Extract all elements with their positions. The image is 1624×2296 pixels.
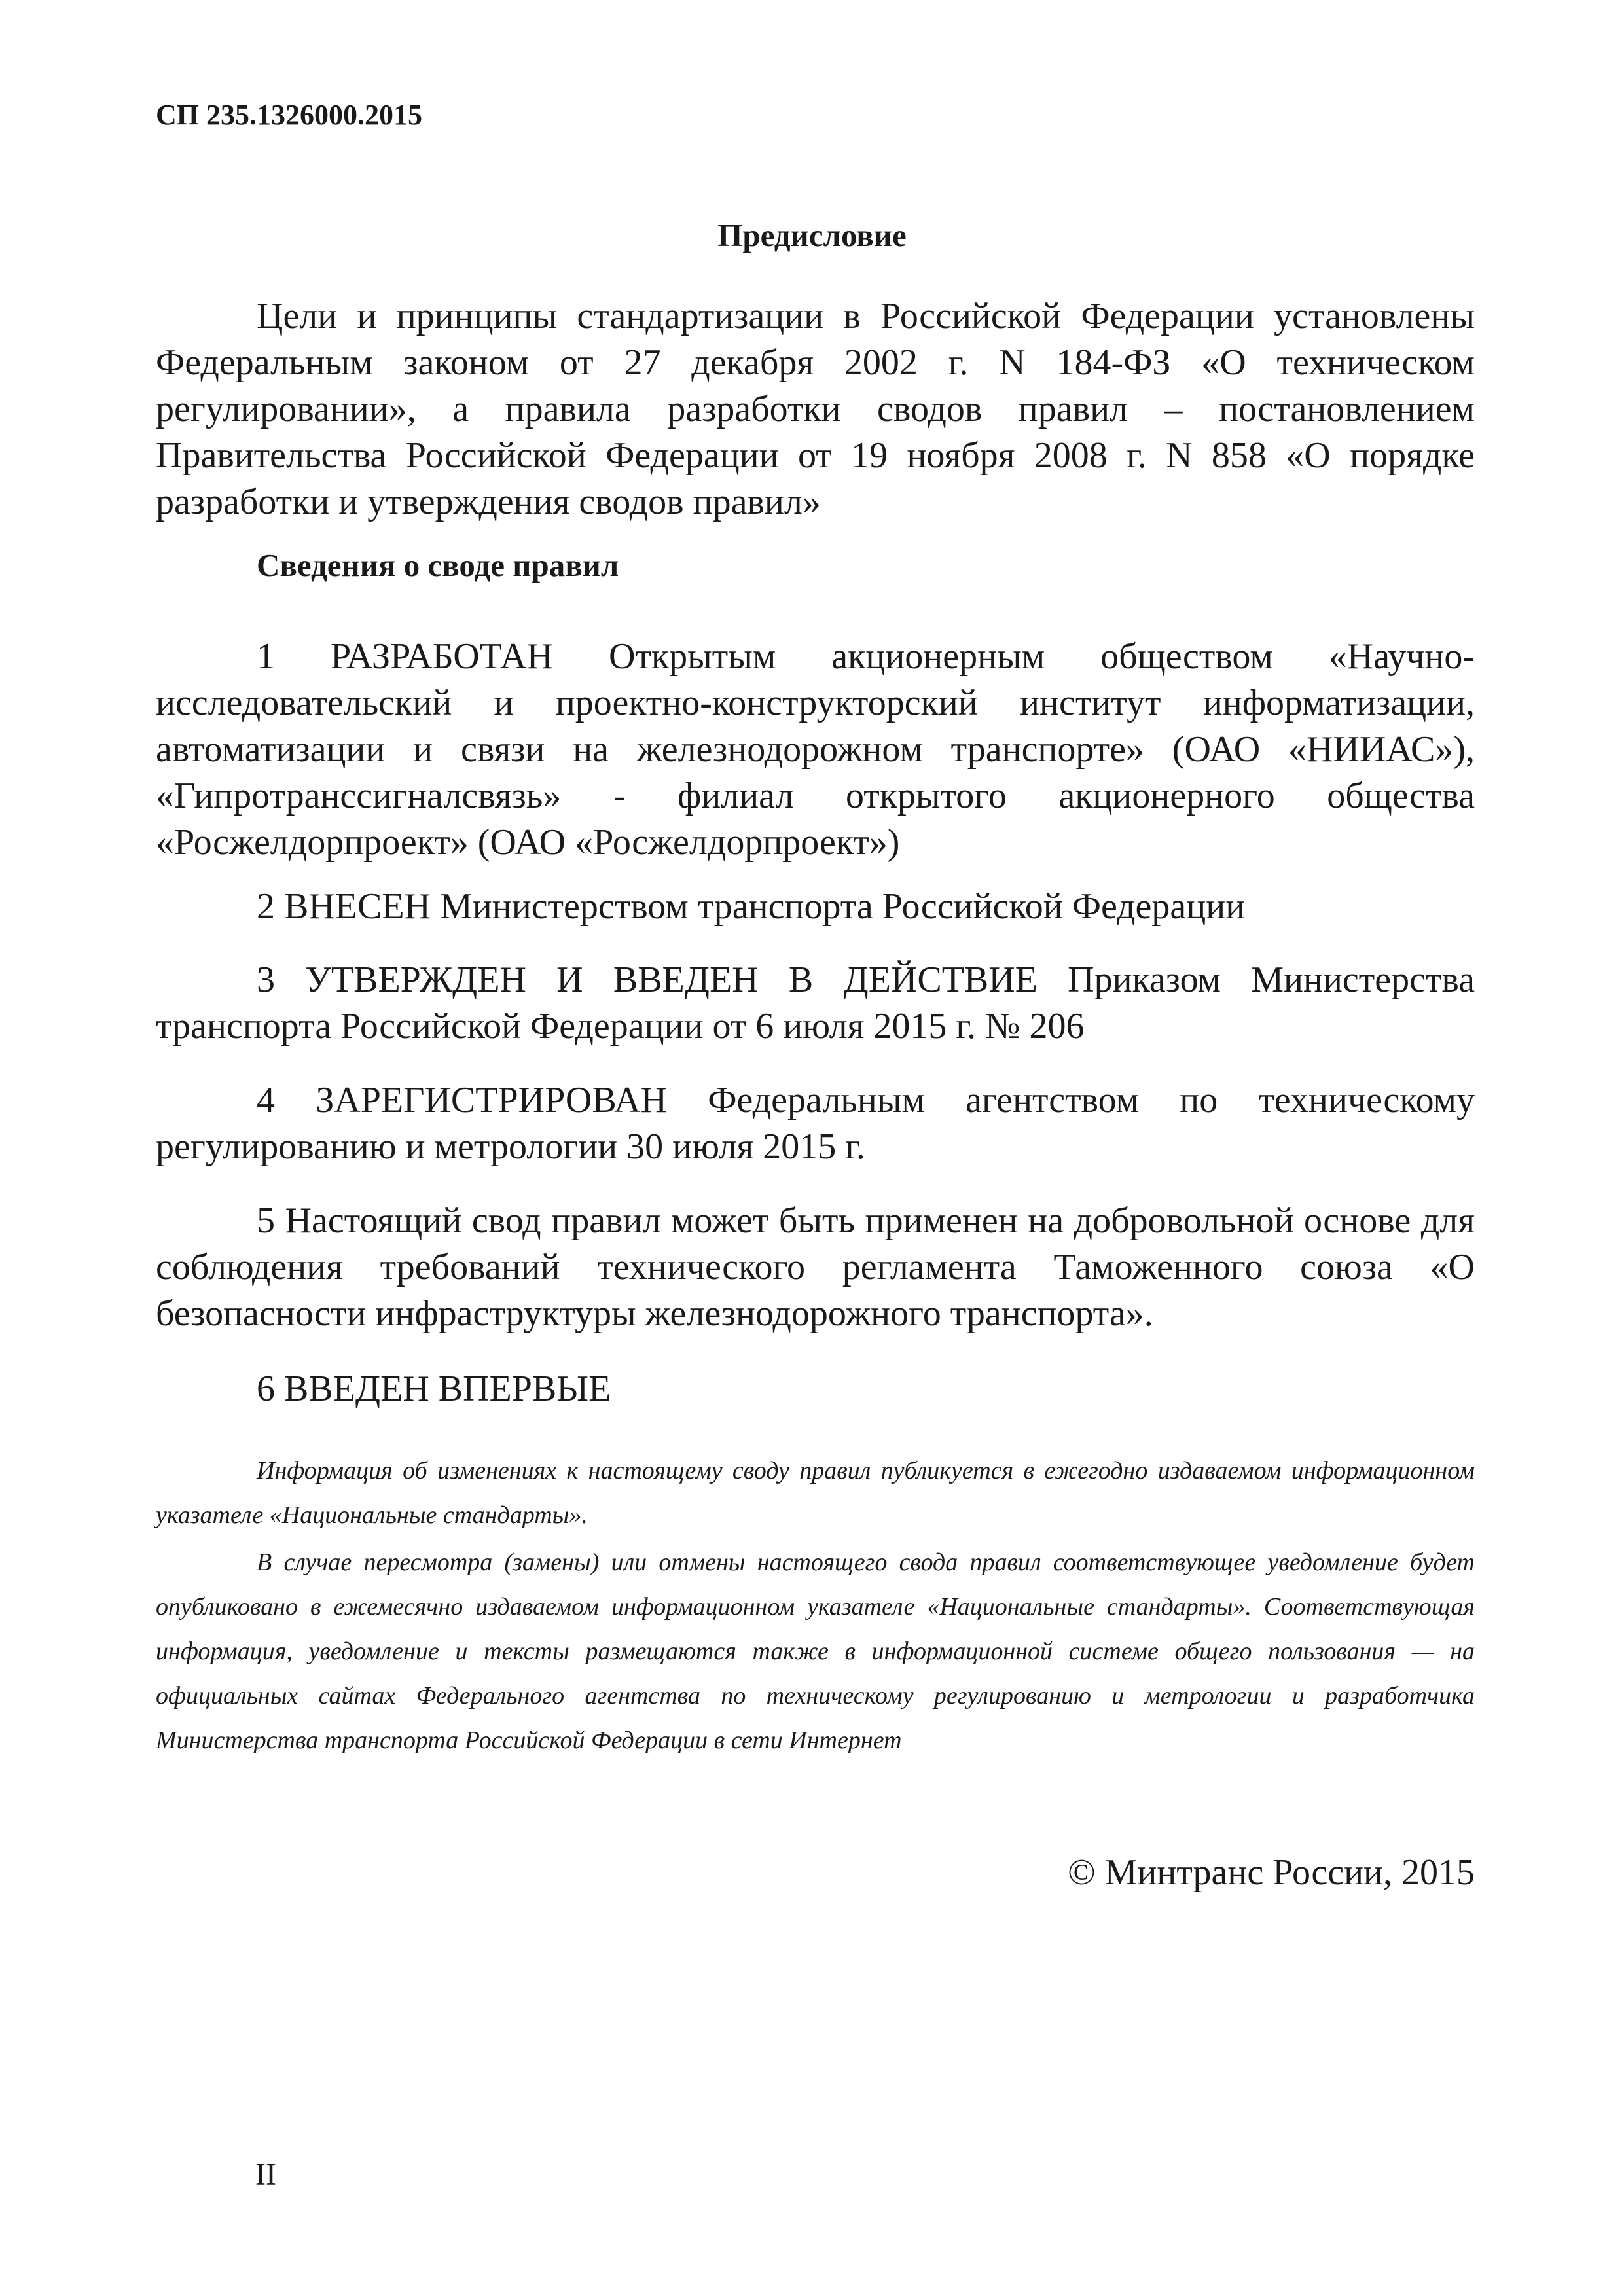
page-number: II <box>255 2157 276 2192</box>
document-code: СП 235.1326000.2015 <box>156 99 422 131</box>
info-item-3: 3 УТВЕРЖДЕН И ВВЕДЕН В ДЕЙСТВИЕ Приказом Министерства транспорта Российской Федерации от 6 июля 2015 г. № 206 <box>156 960 1475 1047</box>
info-item-1: 1 РАЗРАБОТАН Открытым акционерным обществом «Научно-исследовательский и проектно-конструкторский институт информатизации, автоматизации и связи на железнодорожном транспорте» (ОАО «НИИАС»), «Гипротранссигналсвязь» - филиал открытого акционерного общества «Росжелдорпроект» (ОАО «Росжелдорпроект») <box>156 636 1475 863</box>
info-heading: Сведения о своде правил <box>257 547 619 583</box>
info-item-5: 5 Настоящий свод правил может быть применен на добровольной основе для соблюдения требований технического регламента Таможенного союза «О безопасности инфраструктуры железнодорожного транспорта». <box>156 1200 1475 1334</box>
note-revision-info: В случае пересмотра (замены) или отмены настоящего свода правил соответствующее уведомление будет опубликовано в ежемесячно издаваемом информационном указателе «Национальные стандарты». Соответствующая информация, уведомление и тексты размещаются также в информационной системе общего пользования — на официальных сайтах Федерального агентства по техническому регулированию и метрологии и разработчика Министерства транспорта Российской Федерации в сети Интернет <box>156 1549 1475 1754</box>
info-item-4: 4 ЗАРЕГИСТРИРОВАН Федеральным агентством по техническому регулированию и метрологии 30 июля 2015 г. <box>156 1080 1475 1167</box>
info-item-2: 2 ВНЕСЕН Министерством транспорта Российской Федерации <box>257 886 1246 927</box>
info-item-6: 6 ВВЕДЕН ВПЕРВЫЕ <box>257 1369 611 1409</box>
copyright: © Минтранс России, 2015 <box>1068 1852 1475 1893</box>
foreword-intro-paragraph: Цели и принципы стандартизации в Российской Федерации установлены Федеральным законом от 27 декабря 2002 г. N 184-ФЗ «О техническом регулировании», а правила разработки сводов правил – постановлением Правительства Российской Федерации от 19 ноября 2008 г. N 858 «О порядке разработки и утверждения сводов правил» <box>156 296 1475 522</box>
foreword-title: Предисловие <box>717 217 907 253</box>
note-changes-info: Информация об изменениях к настоящему своду правил публикуется в ежегодно издаваемом информационном указателе «Национальные стандарты». <box>156 1457 1475 1529</box>
